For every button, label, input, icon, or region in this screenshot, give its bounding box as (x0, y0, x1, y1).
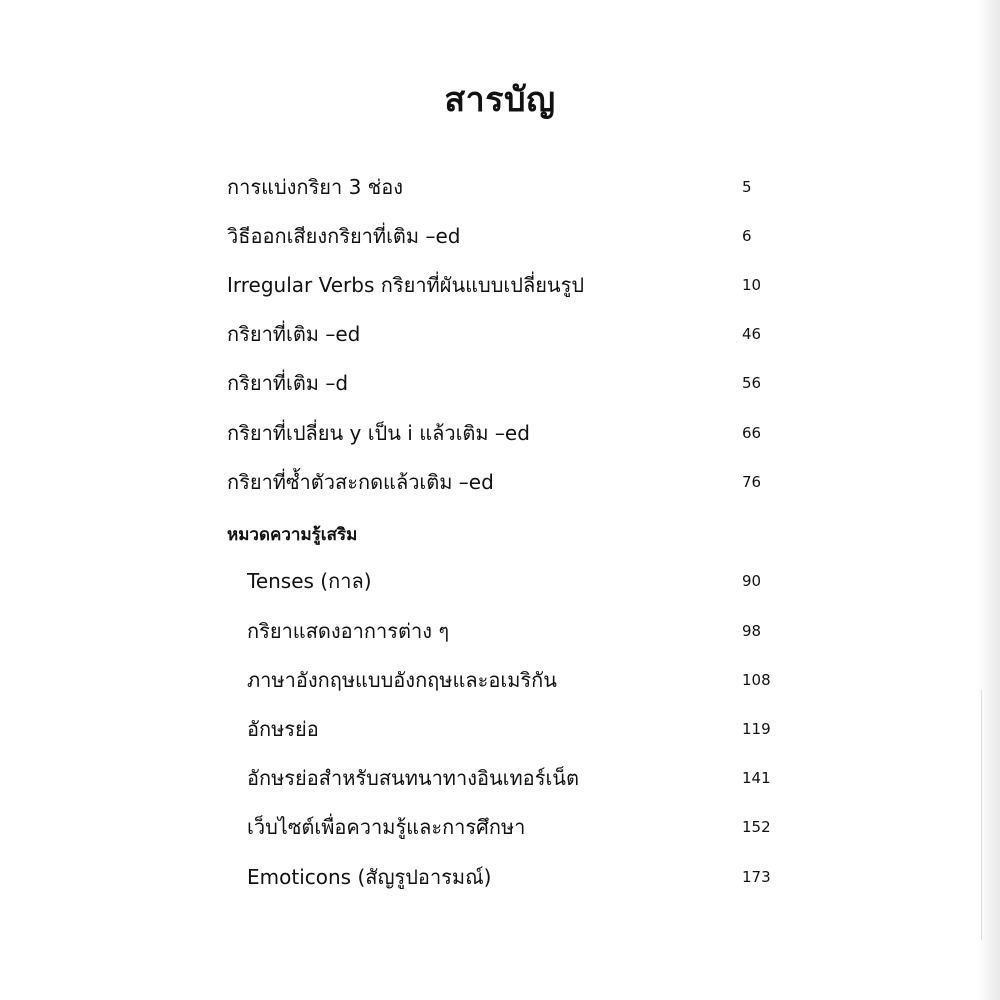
toc-entry-label: กริยาที่ซ้ำตัวสะกดแล้วเติม –ed (227, 470, 494, 494)
toc-subentry (0, 611, 1000, 651)
toc-entry-page: 66 (742, 424, 762, 442)
toc-entry (0, 167, 1000, 207)
page-title: สารบัญ (444, 80, 556, 120)
toc-subentry (0, 807, 1000, 847)
toc-entry-page: 5 (742, 178, 752, 196)
toc-subentry (0, 709, 1000, 749)
toc-subentry (0, 561, 1000, 601)
toc-entry-label: กริยาที่เปลี่ยน y เป็น i แล้วเติม –ed (227, 421, 530, 445)
toc-entry-page: 76 (742, 473, 762, 491)
toc-entry-label: กริยาที่เติม –d (227, 371, 349, 395)
toc-entry (0, 216, 1000, 256)
toc-entry (0, 462, 1000, 502)
toc-subentry (0, 758, 1000, 798)
toc-subentry-label: Tenses (กาล) (247, 569, 372, 593)
toc-subentry-label: กริยาแสดงอาการต่าง ๆ (247, 619, 450, 643)
toc-subentry-page: 119 (742, 720, 771, 738)
toc-entry (0, 363, 1000, 403)
toc-subentry-label: อักษรย่อ (247, 717, 319, 741)
toc-subentry-page: 108 (742, 671, 771, 689)
toc-subentry (0, 660, 1000, 700)
toc-entry-label: กริยาที่เติม –ed (227, 322, 361, 346)
toc-subentry-page: 90 (742, 572, 762, 590)
toc-entry (0, 413, 1000, 453)
toc-subentry-label: ภาษาอังกฤษแบบอังกฤษและอเมริกัน (247, 668, 557, 692)
toc-entry (0, 265, 1000, 305)
toc-entry-page: 46 (742, 325, 762, 343)
toc-subentry-label: อักษรย่อสำหรับสนทนาทางอินเทอร์เน็ต (247, 766, 579, 790)
toc-entry-page: 6 (742, 227, 752, 245)
toc-entry-label: Irregular Verbs กริยาที่ผันแบบเปลี่ยนรูป (227, 273, 585, 297)
toc-entry-page: 10 (742, 276, 762, 294)
toc-entry-page: 56 (742, 374, 762, 392)
toc-subentry-page: 141 (742, 769, 771, 787)
toc-subentry-label: เว็บไซต์เพื่อความรู้และการศึกษา (247, 815, 526, 839)
toc-entry-label: วิธีออกเสียงกริยาที่เติม –ed (227, 224, 461, 248)
toc-subentry-page: 173 (742, 868, 771, 886)
toc-subentry-label: Emoticons (สัญรูปอารมณ์) (247, 865, 492, 889)
toc-entry-label: การแบ่งกริยา 3 ช่อง (227, 175, 404, 199)
toc-entry (0, 314, 1000, 354)
section-heading: หมวดความรู้เสริม (227, 525, 358, 545)
toc-subentry (0, 857, 1000, 897)
toc-subentry-page: 152 (742, 818, 771, 836)
toc-subentry-page: 98 (742, 622, 762, 640)
